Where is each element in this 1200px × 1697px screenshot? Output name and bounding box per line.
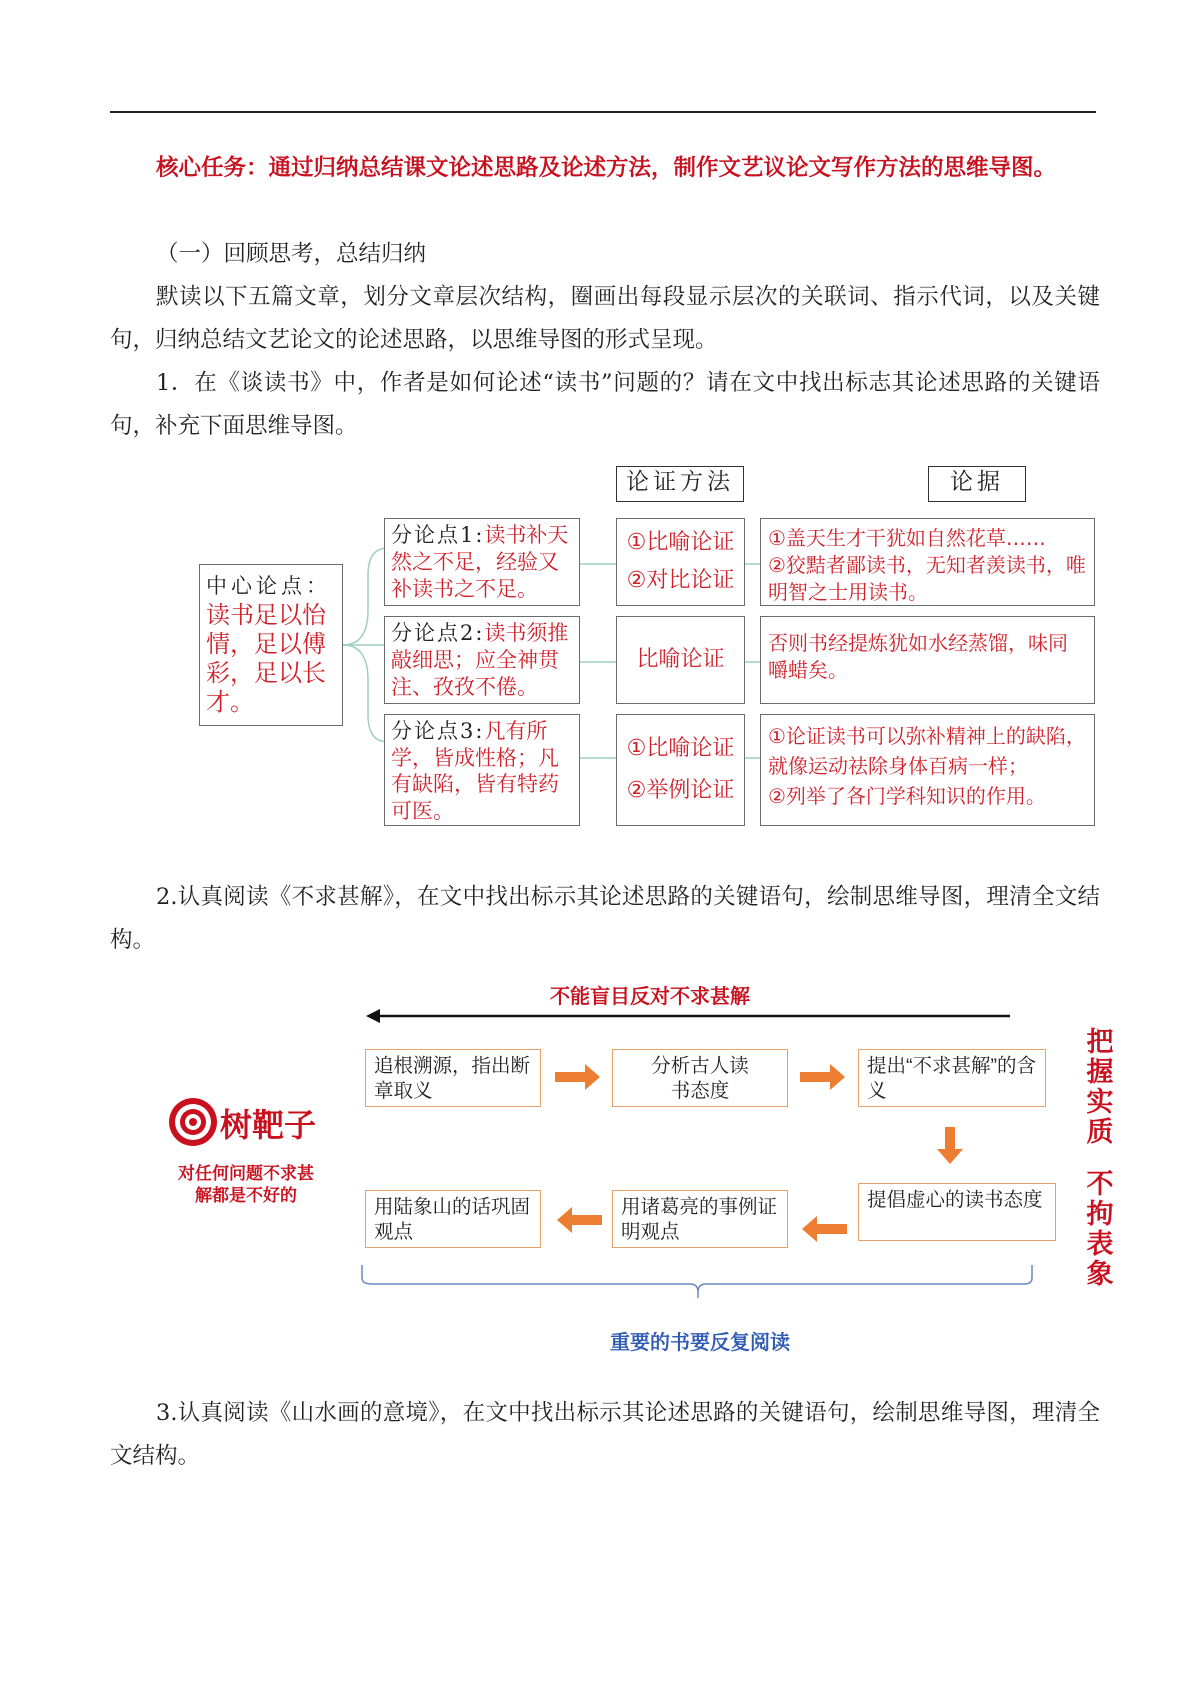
flow-arrow-3 xyxy=(937,1127,963,1164)
flow-arrow-5 xyxy=(557,1207,602,1233)
sub-point-1-box xyxy=(384,518,580,606)
central-thesis-box xyxy=(199,564,343,726)
sub-point-2-text: 读书须推敲细思；应全神贯注、孜孜不倦。 xyxy=(391,621,569,699)
sub-point-2-label: 分论点2: xyxy=(391,621,485,645)
step-2-box: 分析古人读书态度 xyxy=(612,1049,788,1107)
sub-point-3-box xyxy=(384,714,580,826)
method-3-a: ①比喻论证 xyxy=(626,736,735,761)
sub-point-3-text: 凡有所学，皆成性格；凡有缺陷，皆有特药可医。 xyxy=(391,719,559,823)
intro-paragraph: 默读以下五篇文章，划分文章层次结构，圈画出每段显示层次的关联词、指示代词，以及关键句，归纳总结文艺论文的论述思路，以思维导图的形式呈现。 xyxy=(110,284,1100,353)
target-icon xyxy=(169,1098,217,1146)
evidence-1-b: ②狡黠者鄙读书，无知者羡读书，唯明智之士用读书。 xyxy=(768,553,1086,604)
flow-arrow-1 xyxy=(555,1064,600,1090)
section-heading: （一）回顾思考，总结归纳 xyxy=(156,241,427,267)
top-arrow-label: 不能盲目反对不求甚解 xyxy=(550,986,750,1008)
evidence-2-a: 否则书经提炼犹如水经蒸馏，味同嚼蜡矣。 xyxy=(768,631,1068,682)
method-box-1 xyxy=(616,518,745,606)
sub-point-2-box xyxy=(384,616,580,704)
flow-arrow-4 xyxy=(802,1216,847,1242)
evidence-box-3 xyxy=(760,714,1095,826)
step-6-box: 用陆象山的话巩固观点 xyxy=(365,1190,541,1248)
method-box-3 xyxy=(616,714,745,826)
method-1-b: ②对比论证 xyxy=(626,568,735,593)
central-thesis-label: 中心论点： xyxy=(206,574,331,598)
target-label: 树靶子 xyxy=(220,1107,317,1143)
question-2: 2.认真阅读《不求甚解》，在文中找出标示其论述思路的关键语句，绘制思维导图，理清全文结构。 xyxy=(110,884,1100,953)
header-argument-method: 论证方法 xyxy=(616,466,744,502)
sub-point-1-text: 读书补天然之不足，经验又补读书之不足。 xyxy=(391,523,569,601)
method-2-a: 比喻论证 xyxy=(636,647,725,672)
step-5-box: 用诸葛亮的事例证明观点 xyxy=(612,1190,788,1248)
header-evidence: 论据 xyxy=(928,466,1026,502)
mind-map-2 xyxy=(0,960,1200,1380)
evidence-box-1 xyxy=(760,518,1095,606)
central-thesis-text: 读书足以怡情，足以傅彩，足以长才。 xyxy=(206,601,326,716)
evidence-3-b: ②列举了各门学科知识的作用。 xyxy=(768,784,1046,808)
step-4-box: 提倡虚心的读书态度 xyxy=(858,1183,1056,1241)
flow-arrow-2 xyxy=(800,1064,845,1090)
step-3-box: 提出“不求甚解”的含义 xyxy=(858,1049,1046,1107)
question-3: 3.认真阅读《山水画的意境》，在文中找出标示其论述思路的关键语句，绘制思维导图，理清全文结构。 xyxy=(110,1400,1100,1469)
evidence-3-a: ①论证读书可以弥补精神上的缺陷，就像运动祛除身体百病一样； xyxy=(768,724,1086,778)
question-1: 1．在《谈读书》中，作者是如何论述“读书”问题的？请在文中找出标志其论述思路的关键语句，补充下面思维导图。 xyxy=(110,370,1100,439)
core-task: 核心任务：通过归纳总结课文论述思路及论述方法，制作文艺议论文写作方法的思维导图。 xyxy=(156,155,1057,181)
method-3-b: ②举例论证 xyxy=(626,778,735,803)
sub-point-1-label: 分论点1: xyxy=(391,523,485,547)
bottom-brace-label: 重要的书要反复阅读 xyxy=(610,1332,790,1354)
evidence-1-a: ①盖天生才干犹如自然花草…… xyxy=(768,526,1046,550)
evidence-box-2 xyxy=(760,616,1095,704)
method-box-2 xyxy=(616,616,745,704)
right-text-grasp-essence: 把握实质 xyxy=(1086,1027,1114,1148)
sub-point-3-label: 分论点3: xyxy=(391,719,485,743)
step-1-box: 追根溯源，指出断章取义 xyxy=(365,1049,541,1107)
method-1-a: ①比喻论证 xyxy=(626,530,735,555)
target-description: 对任何问题不求甚解都是不好的 xyxy=(178,1164,314,1205)
right-text-not-surface: 不拘表象 xyxy=(1086,1169,1114,1290)
